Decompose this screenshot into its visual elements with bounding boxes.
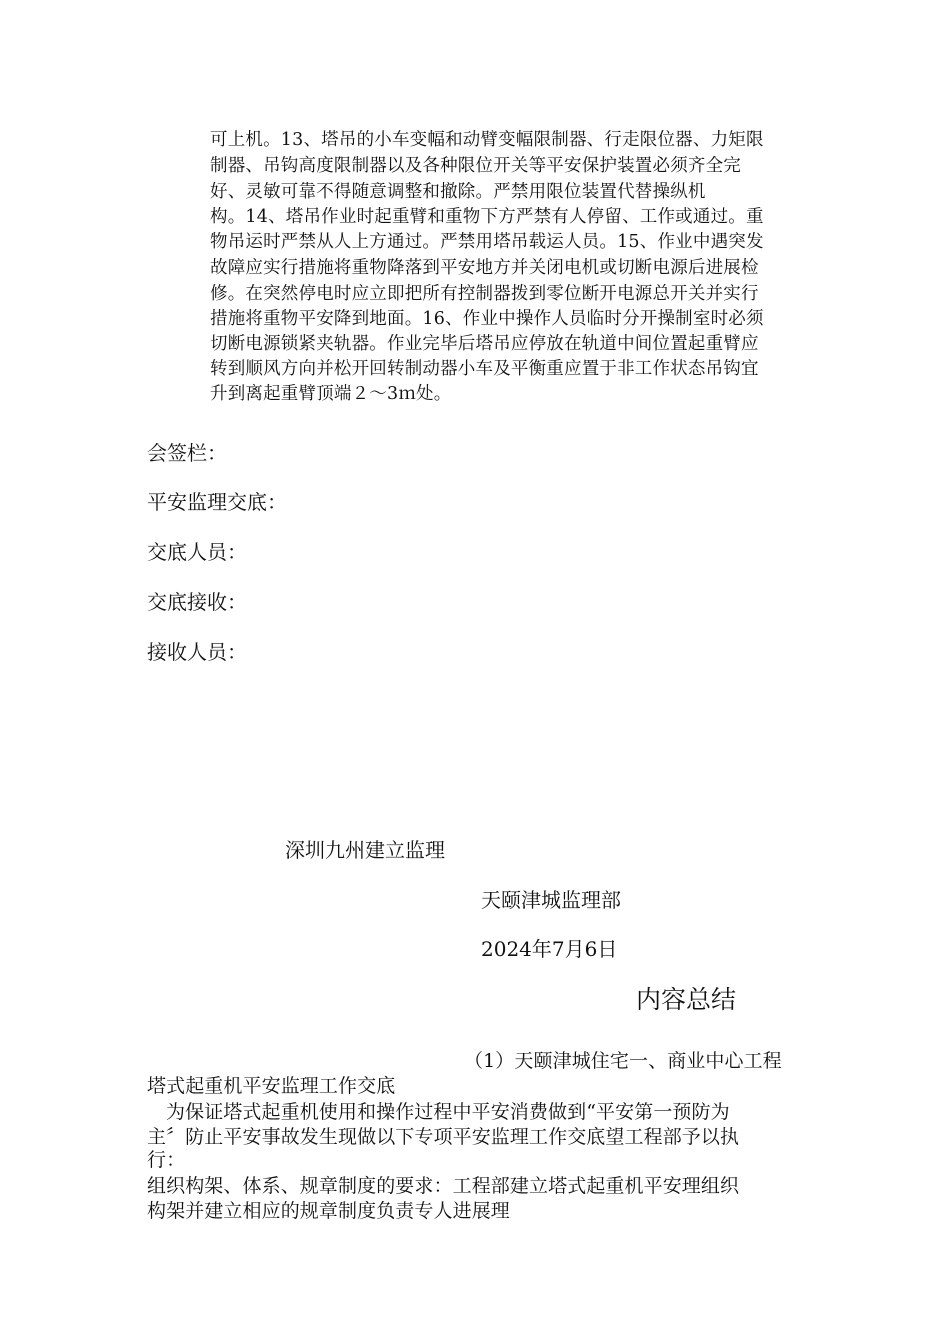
countersign-field: 会签栏：	[147, 441, 227, 465]
summary-line: 行：	[147, 1149, 186, 1171]
summary-line: 构架并建立相应的规章制度负责专人进展理	[147, 1200, 510, 1222]
paragraph-line: 制器、吊钩高度限制器以及各种限位开关等平安保护装置必须齐全完	[210, 156, 741, 176]
paragraph-line: 转到顺风方向并松开回转制动器小车及平衡重应置于非工作状态吊钩宜	[210, 359, 759, 379]
summary-line: 组织构架、体系、规章制度的要求：工程部建立塔式起重机平安理组织	[147, 1175, 740, 1197]
summary-line: 主〞防止平安事故发生现做以下专项平安监理工作交底望工程部予以执	[147, 1126, 740, 1148]
company-name: 深圳九州建立监理	[285, 838, 445, 862]
summary-line: （1）天颐津城住宅一、商业中心工程	[464, 1050, 782, 1072]
supervision-brief-field: 平安监理交底：	[147, 490, 287, 514]
paragraph-line: 好、灵敏可靠不得随意调整和撤除。严禁用限位装置代替操纵机	[210, 182, 706, 202]
paragraph-line: 修。在突然停电时应立即把所有控制器拨到零位断开电源总开关并实行	[210, 284, 759, 304]
summary-line: 为保证塔式起重机使用和操作过程中平安消费做到“平安第一预防为	[166, 1101, 730, 1123]
document-date: 2024年7月6日	[481, 937, 618, 961]
paragraph-line: 可上机。13、塔吊的小车变幅和动臂变幅限制器、行走限位器、力矩限	[210, 130, 764, 150]
paragraph-line: 升到离起重臂顶端２～3ｍ处。	[210, 384, 452, 404]
brief-person-field: 交底人员：	[147, 540, 247, 564]
paragraph-line: 措施将重物平安降到地面。16、作业中操作人员临时分开操制室时必须	[210, 309, 764, 329]
paragraph-line: 故障应实行措施将重物降落到平安地方并关闭电机或切断电源后进展检	[210, 258, 759, 278]
summary-line: 塔式起重机平安监理工作交底	[147, 1075, 396, 1097]
paragraph-line: 构。14、塔吊作业时起重臂和重物下方严禁有人停留、工作或通过。重	[210, 207, 764, 227]
summary-title: 内容总结	[636, 985, 737, 1014]
receiver-field: 接收人员：	[147, 640, 247, 664]
paragraph-line: 物吊运时严禁从人上方通过。严禁用塔吊载运人员。15、作业中遇突发	[210, 232, 764, 252]
paragraph-line: 切断电源锁紧夹轨器。作业完毕后塔吊应停放在轨道中间位置起重臂应	[210, 334, 759, 354]
department-name: 天颐津城监理部	[481, 888, 621, 912]
brief-receive-field: 交底接收：	[147, 590, 247, 614]
